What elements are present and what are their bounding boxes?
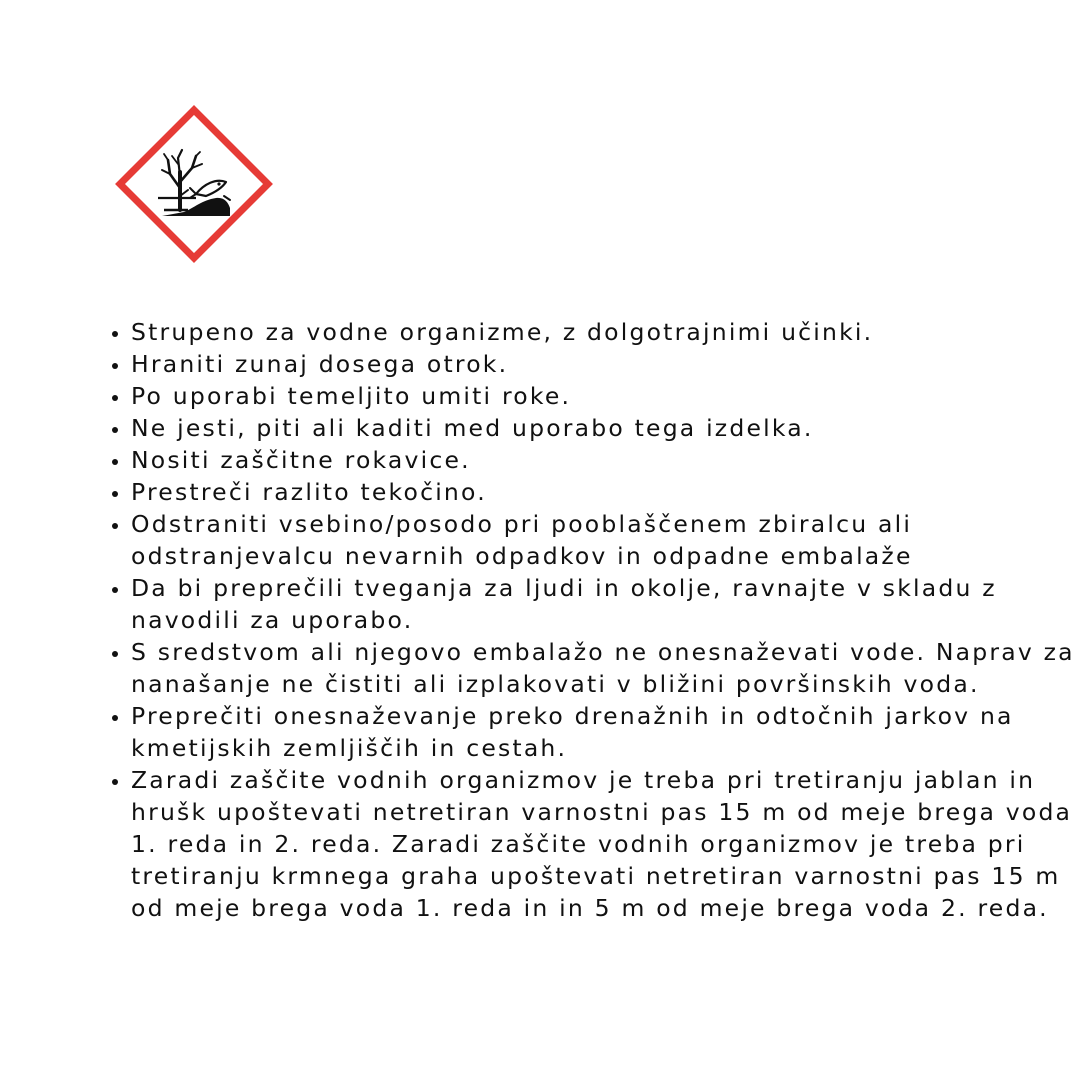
list-item: • Po uporabi temeljito umiti roke.: [131, 380, 1080, 412]
list-item: • Hraniti zunaj dosega otrok.: [131, 348, 1080, 380]
list-item: • Ne jesti, piti ali kaditi med uporabo tega izdelka.: [131, 412, 1080, 444]
list-item: • Zaradi zaščite vodnih organizmov je treba pri tretiranju jablan in hrušk upoštevati netretiran varnostni pas 15 m od meje brega voda 1. reda in 2. reda. Zaradi zaščite vodnih organizmov je treba pri tretiranju krmnega graha upoštevati netretiran varnostni pas 15 m od meje brega voda 1. reda in in 5 m od meje brega voda 2. reda.: [131, 764, 1080, 924]
list-item: • S sredstvom ali njegovo embalažo ne onesnaževati vode. Naprav za nanašanje ne čistiti ali izplakovati v bližini površinskih voda.: [131, 636, 1080, 700]
list-item: • Da bi preprečili tveganja za ljudi in okolje, ravnajte v skladu z navodili za uporabo.: [131, 572, 1080, 636]
list-item: • Odstraniti vsebino/posodo pri pooblaščenem zbiralcu ali odstranjevalcu nevarnih odpadkov in odpadne embalaže: [131, 508, 1080, 572]
list-item: • Preprečiti onesnaževanje preko drenažnih in odtočnih jarkov na kmetijskih zemljiščih in cestah.: [131, 700, 1080, 764]
environmental-hazard-icon: [112, 102, 276, 266]
list-item: • Prestreči razlito tekočino.: [131, 476, 1080, 508]
warning-list: [100, 316, 1080, 924]
list-item: • Nositi zaščitne rokavice.: [131, 444, 1080, 476]
list-item: • Strupeno za vodne organizme, z dolgotrajnimi učinki.: [131, 316, 1080, 348]
